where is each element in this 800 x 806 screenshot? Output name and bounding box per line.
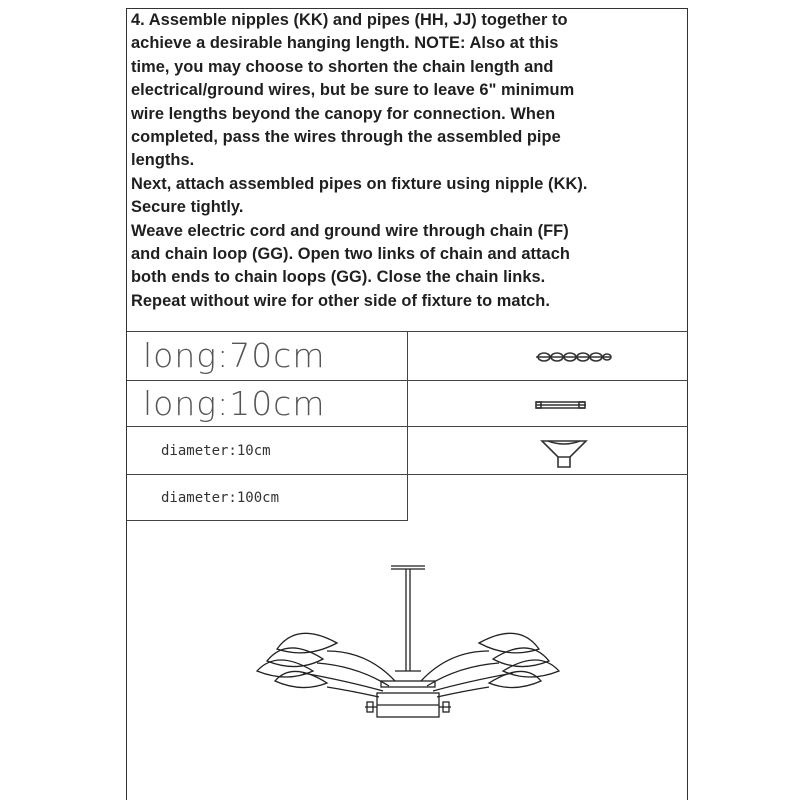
instruction-line: 4. Assemble nipples (KK) and pipes (HH, JJ) together to xyxy=(131,11,568,29)
instruction-line: lengths. xyxy=(131,151,195,170)
instruction-line: completed, pass the wires through the assembled pipe xyxy=(131,128,561,147)
spec-cell-chain-length xyxy=(127,331,408,381)
spec-cell-chain-icon xyxy=(408,331,688,381)
spec-label: diameter:10cm xyxy=(161,443,271,459)
spec-cell-fixture-diameter xyxy=(127,475,408,521)
instruction-line: achieve a desirable hanging length. NOTE: Also at this xyxy=(131,34,559,53)
instruction-line: Weave electric cord and ground wire through chain (FF) xyxy=(131,221,569,240)
spec-cell-pipe-length xyxy=(127,381,408,427)
pipe-rod-icon xyxy=(408,381,688,427)
canopy-icon xyxy=(408,427,688,475)
spec-label: long:10cm xyxy=(143,384,326,423)
parts-spec-table xyxy=(127,331,688,521)
spec-cell-pipe-icon xyxy=(408,381,688,427)
instruction-sheet xyxy=(126,8,688,800)
instruction-line: wire lengths beyond the canopy for connection. When xyxy=(131,104,556,123)
spec-cell-canopy-icon xyxy=(408,427,688,475)
spec-cell-canopy-diameter xyxy=(127,427,408,475)
pendant-light-fixture-icon xyxy=(127,521,688,801)
spec-label: diameter:100cm xyxy=(161,490,280,506)
instructions-text-block xyxy=(127,9,688,332)
instruction-line: both ends to chain loops (GG). Close the chain links. xyxy=(131,268,546,287)
instruction-line: electrical/ground wires, but be sure to leave 6" minimum xyxy=(131,81,575,100)
chain-icon xyxy=(408,331,688,381)
instruction-line: Repeat without wire for other side of fixture to match. xyxy=(131,291,550,310)
instruction-line: time, you may choose to shorten the chain length and xyxy=(131,57,554,76)
instruction-line: and chain loop (GG). Open two links of chain and attach xyxy=(131,245,570,264)
instruction-line: Next, attach assembled pipes on fixture using nipple (KK). xyxy=(131,174,588,193)
instruction-line: Secure tightly. xyxy=(131,198,244,217)
fixture-diagram xyxy=(127,521,688,801)
spec-label: long:70cm xyxy=(143,336,326,375)
